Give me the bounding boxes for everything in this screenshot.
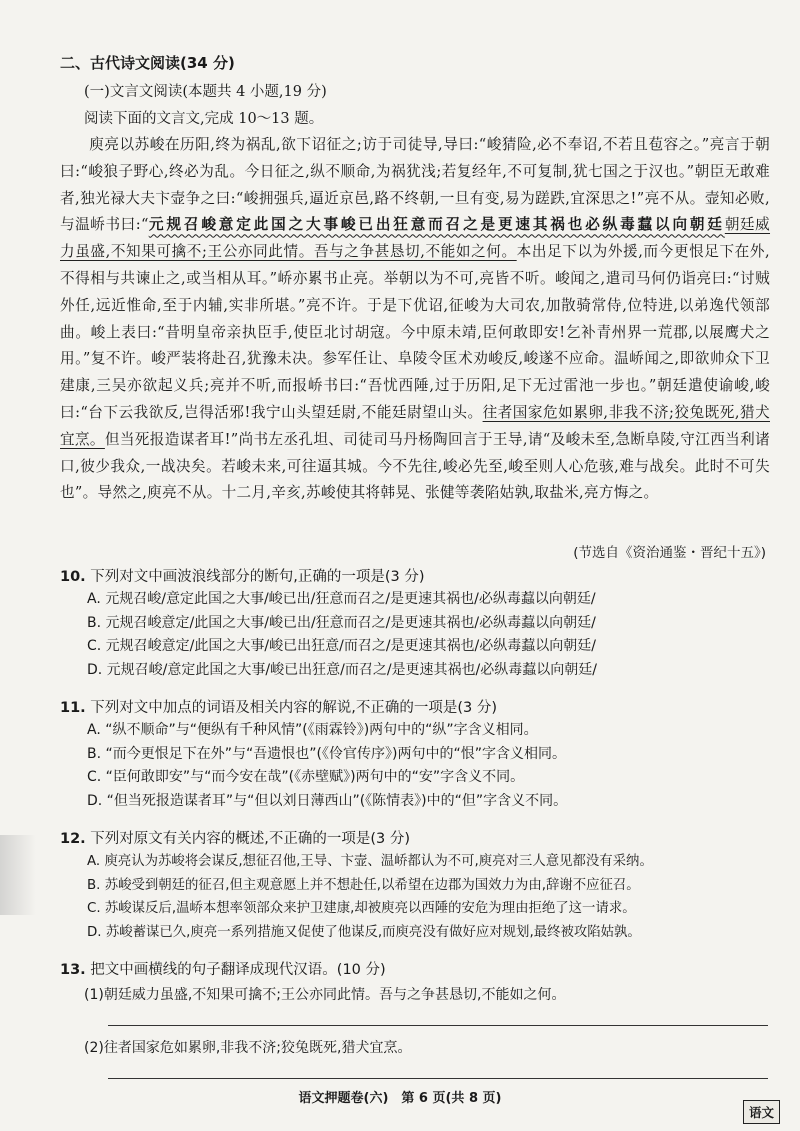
- translation-item-1: (1)朝廷威力虽盛,不知果可擒不;王公亦同此情。吾与之争甚恳切,不能如之何。: [84, 987, 566, 1003]
- option-a: A. “纵不顺命”与“便纵有千种风情”(《雨霖铃》)两句中的“纵”字含义相同。: [87, 722, 538, 738]
- wavy-underlined-sentence: 元规召峻意定此国之大事峻已出狂意而召之是更速其祸也必纵毒蠚以向朝廷: [148, 216, 725, 234]
- translation-item-2: (2)往者国家危如累卵,非我不济;狡兔既死,猎犬宜烹。: [84, 1040, 412, 1056]
- answer-line-2[interactable]: [108, 1078, 768, 1079]
- underlined-sentence-1: 朝廷威力虽盛,不知果可擒不;王公亦同此情。吾与之争甚恳切,不能如之何。: [60, 216, 771, 261]
- scan-smudge: [0, 835, 36, 915]
- instruction-text: 阅读下面的文言文,完成 10～13 题。: [84, 111, 324, 127]
- passage-text-3: 本出足下以为外援,而今更恨足下在外,不得相与共谏止之,或当相从耳。”峤亦累书止亮。举朝以为不可,亮皆不听。峻闻之,遣司马何仍诣亮曰:“讨贼外任,远近惟命,至于内辅,实非所堪。”亮不许。于是下优诏,征峻为大司农,加散骑常侍,位特进,以弟逸代领部曲。峻上表曰:“昔明皇帝亲执臣手,使臣北讨胡寇。今中原未靖,臣何敢即安!乞补青州界一荒郡,以展鹰犬之用。”复不许。峻严装将赴召,犹豫未决。参军任让、阜陵令匡术劝峻反,峻遂不应命。温峤闻之,即欲帅众下卫建康,三吴亦欲起义兵;亮并不听,而报峤书曰:“吾忧西陲,过于历阳,足下无过雷池一步也。”朝廷遣使谕峻,峻曰:“台下云我欲反,岂得活邪!我宁山头望廷尉,不能廷尉望山头。: [60, 243, 770, 421]
- question-text: 下列对文中画波浪线部分的断句,正确的一项是(3 分): [90, 569, 425, 585]
- question-13-part-2: [60, 1034, 780, 1062]
- option-b: B. 苏峻受到朝廷的征召,但主观意愿上并不想赴任,以希望在边郡为国效力为由,辞谢不应征召。: [87, 877, 640, 893]
- subsection-title: (一)文言文阅读(本题共 4 小题,19 分): [84, 84, 327, 100]
- option-d: D. “但当死报造谋者耳”与“但以刘日薄西山”(《陈情表》)中的“但”字含义不同。: [87, 792, 568, 809]
- option-c: C. 苏峻谋反后,温峤本想率领部众来护卫建康,却被庾亮以西陲的安危为理由拒绝了这一请求。: [87, 901, 636, 917]
- option-d: D. 元规召峻/意定此国之大事/峻已出狂意/而召之/是更速其祸也/必纵毒蠚以向朝廷/: [87, 661, 597, 678]
- question-text: 下列对文中加点的词语及相关内容的解说,不正确的一项是(3 分): [90, 700, 498, 716]
- option-a: A. 庾亮认为苏峻将会谋反,想征召他,王导、卞壸、温峤都认为不可,庾亮对三人意见都没有采纳。: [87, 854, 653, 869]
- passage-text-1: 庾亮以苏峻在历阳,终为祸乱,欲下诏征之;访于司徒导,导曰:“峻猜险,必不奉诏,不若且苞容之。”亮言于朝曰:“峻狼子野心,终必为乱。今日征之,纵不顺命,为祸犹浅;若复经年,不可复制,犹七国之于汉也。”朝臣无敢难者,独光禄大夫卞壸争之曰:“峻拥强兵,逼近京邑,路不终朝,一旦有变,易为蹉跌,宜深思之!”亮不从。壸知必败,与温峤书曰:“: [60, 136, 770, 234]
- underlined-sentence-2: 往者国家危如累卵,非我不济;狡兔既死,猎犬宜烹。: [60, 403, 770, 448]
- question-number: 12.: [60, 831, 86, 847]
- page-footer: 语文押题卷(六) 第 6 页(共 8 页): [298, 1091, 502, 1106]
- passage-source: (节选自《资治通鉴・晋纪十五》): [573, 545, 766, 561]
- question-text: 把文中画横线的句子翻译成现代汉语。(10 分): [90, 962, 386, 978]
- question-text: 下列对原文有关内容的概述,不正确的一项是(3 分): [90, 831, 411, 847]
- question-number: 13.: [60, 962, 86, 978]
- question-11: [60, 697, 780, 813]
- option-c: C. 元规召峻意定/此国之大事/峻已出狂意/而召之/是更速其祸也/必纵毒蠚以向朝廷/: [87, 638, 596, 655]
- subject-corner-label: 语文: [743, 1100, 780, 1124]
- question-13: [60, 959, 780, 1009]
- option-a: A. 元规召峻/意定此国之大事/峻已出/狂意而召之/是更速其祸也/必纵毒蠚以向朝廷/: [87, 591, 596, 607]
- question-number: 11.: [60, 700, 86, 716]
- classical-passage: [60, 132, 770, 507]
- option-b: B. “而今更恨足下在外”与“吾遗恨也”(《伶官传序》)两句中的“恨”字含义相同。: [87, 745, 566, 762]
- option-b: B. 元规召峻意定/此国之大事/峻已出/狂意而召之/是更速其祸也/必纵毒蠚以向朝廷/: [87, 614, 596, 631]
- question-12: [60, 828, 780, 944]
- question-number: 10.: [60, 569, 86, 585]
- question-10: [60, 566, 780, 682]
- section-heading: 二、古代诗文阅读(34 分): [60, 54, 235, 72]
- option-c: C. “臣何敢即安”与“而今安在哉”(《赤壁赋》)两句中的“安”字含义不同。: [87, 769, 525, 786]
- option-d: D. 苏峻蓄谋已久,庾亮一系列措施又促使了他谋反,而庾亮没有做好应对规划,最终被攻陷姑孰。: [87, 924, 641, 940]
- passage-text-4: 但当死报造谋者耳!”尚书左丞孔坦、司徒司马丹杨陶回言于王导,请“及峻未至,急断阜陵,守江西当利诸口,彼少我众,一战决矣。若峻未来,可往逼其城。今不先往,峻必先至,峻至则人心危骇,难与战矣。此时不可失也”。导然之,庾亮不从。十二月,辛亥,苏峻使其将韩晃、张健等袭陷姑孰,取盐米,亮方悔之。: [60, 430, 770, 502]
- passage-paragraph: [60, 132, 770, 507]
- answer-line[interactable]: [108, 1025, 768, 1026]
